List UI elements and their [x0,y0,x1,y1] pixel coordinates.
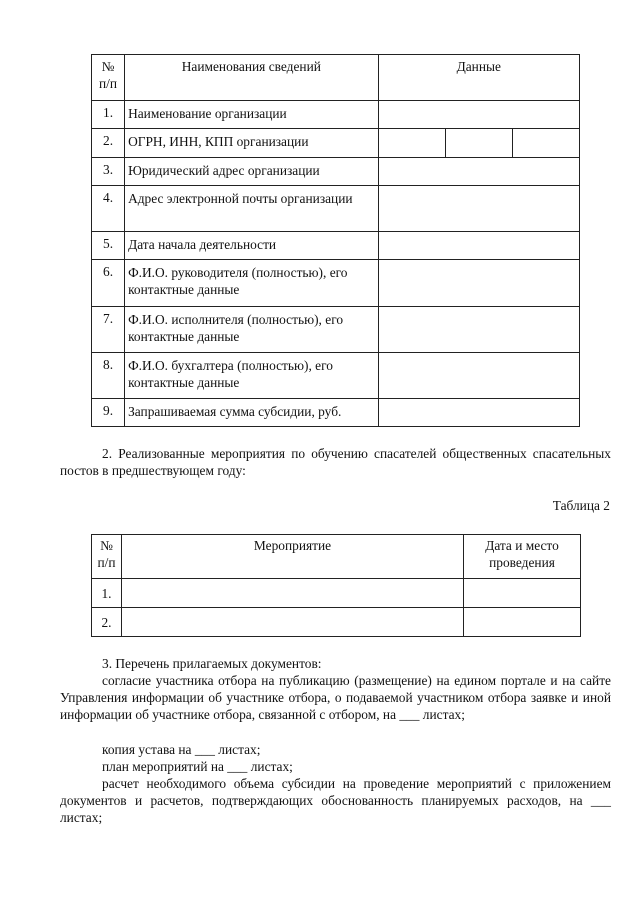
header-num: № п/п [92,535,122,579]
table-row [92,186,580,232]
table-row [92,158,580,186]
event-cell[interactable] [122,608,464,637]
table-header-row [92,535,581,579]
document-list-item: копия устава на ___ листах; [102,742,261,757]
kpp-cell[interactable] [512,129,579,158]
table-row [92,307,580,353]
data-cell[interactable] [378,307,579,353]
row-label: Юридический адрес организации [125,158,379,186]
table-row [92,129,580,158]
table-row [92,260,580,307]
data-cell[interactable] [378,399,579,427]
row-num: 8. [92,353,125,399]
table-row [92,232,580,260]
row-num: 5. [92,232,125,260]
table-2-caption: Таблица 2 [552,498,610,513]
row-label: Ф.И.О. исполнителя (полностью), его контактные данные [125,307,379,353]
event-cell[interactable] [122,579,464,608]
row-num: 2. [92,129,125,158]
header-num: № п/п [92,55,125,101]
ogrn-cell[interactable] [378,129,445,158]
row-label: Ф.И.О. руководителя (полностью), его контактные данные [125,260,379,307]
row-label: Ф.И.О. бухгалтера (полностью), его контактные данные [125,353,379,399]
row-label: Дата начала деятельности [125,232,379,260]
organization-info-table [91,54,580,427]
header-name: Наименования сведений [125,55,379,101]
row-num: 2. [92,608,122,637]
table-header-row [92,55,580,101]
document-list-item: план мероприятий на ___ листах; [102,759,293,774]
table-row [92,608,581,637]
header-date-place: Дата и место проведения [464,535,581,579]
table-row [92,353,580,399]
table-row [92,399,580,427]
table-row [92,579,581,608]
data-cell[interactable] [378,101,579,129]
document-list-item: расчет необходимого объема субсидии на проведение мероприятий с приложением документов и расчетов, подтверждающих обоснованность планируемых расходов, на ___ листах; [60,776,611,825]
row-num: 4. [92,186,125,232]
row-label: Адрес электронной почты организации [125,186,379,232]
data-cell[interactable] [378,353,579,399]
row-num: 1. [92,579,122,608]
table-row [92,101,580,129]
date-place-cell[interactable] [464,579,581,608]
row-label: ОГРН, ИНН, КПП организации [125,129,379,158]
row-num: 7. [92,307,125,353]
inn-cell[interactable] [445,129,512,158]
row-label: Наименование организации [125,101,379,129]
header-data: Данные [378,55,579,101]
data-cell[interactable] [378,260,579,307]
row-num: 6. [92,260,125,307]
row-label: Запрашиваемая сумма субсидии, руб. [125,399,379,427]
row-num: 3. [92,158,125,186]
section-2-text: 2. Реализованные мероприятия по обучению спасателей общественных спасательных постов в предшествующем году: [60,446,611,478]
data-cell[interactable] [378,158,579,186]
row-num: 1. [92,101,125,129]
section-3-title: 3. Перечень прилагаемых документов: [102,656,322,671]
row-num: 9. [92,399,125,427]
training-events-table [91,534,581,637]
header-event: Мероприятие [122,535,464,579]
date-place-cell[interactable] [464,608,581,637]
document-list-item: согласие участника отбора на публикацию (размещение) на едином портале и на сайте Управления информации об участнике отбора, о подаваемой участником отбора заявке и иной информации об участнике отбора, связанной с отбором, на ___ листах; [60,673,611,722]
data-cell[interactable] [378,232,579,260]
data-cell[interactable] [378,186,579,232]
